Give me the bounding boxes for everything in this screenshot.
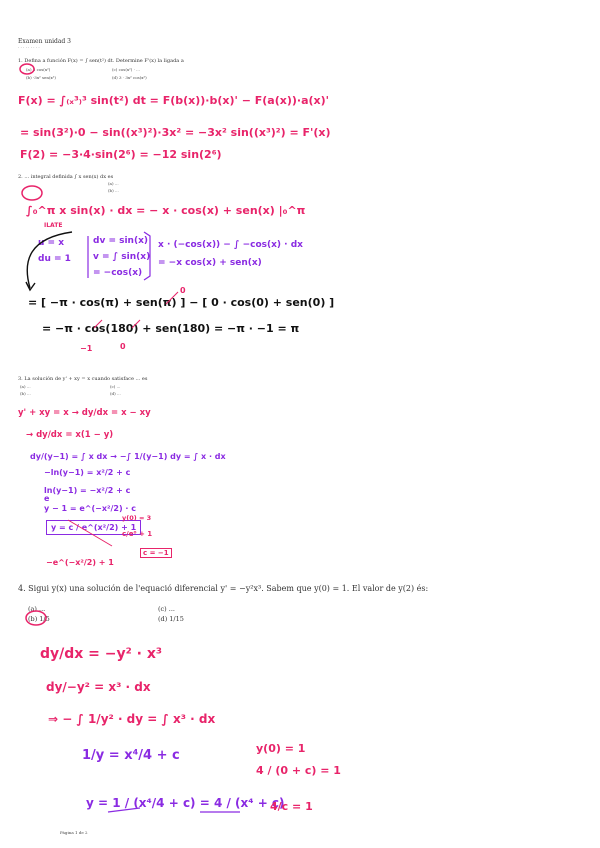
q2-integral: ∫₀^π x sin(x) · dx = − x · cos(x) + sen(x) |₀^π <box>26 204 306 217</box>
q4-option-a: (a) ... <box>28 605 46 613</box>
q4-fraction-bars <box>108 808 240 812</box>
q4-work-l4: 1/y = x⁴/4 + c <box>82 748 180 763</box>
q3-option-b: (b) ... <box>20 391 31 396</box>
q2-parts-right-2: = −x cos(x) + sen(x) <box>158 258 262 268</box>
q3-work-l6: e <box>44 494 50 503</box>
q2-note-zero: 0 <box>120 342 126 351</box>
q2-parts-v: v = ∫ sin(x) <box>93 252 151 262</box>
q4-work-l3: ⇒ − ∫ 1/y² · dy = ∫ x³ · dx <box>48 712 216 726</box>
q1-answer-circle <box>20 64 34 74</box>
q3-option-d: (d) ... <box>110 391 121 396</box>
q2-parts-dv: dv = sin(x) <box>93 236 148 246</box>
q1-work-line1: F(x) = ∫₍ₓ³₎³ sin(t²) dt = F(b(x))·b(x)' − F(a(x))·a(x)' <box>18 94 330 107</box>
q3-work-l11: c = −1 <box>140 548 172 558</box>
q1-option-a: (a) 3 cos(x²) <box>26 67 51 72</box>
q3-work-l12: −e^(−x²/2) + 1 <box>46 558 114 567</box>
q4-side-3: 4/c = 1 <box>270 800 313 813</box>
q2-option-a: (a) ... <box>108 181 119 186</box>
q4-option-d: (d) 1/15 <box>158 615 184 623</box>
q1-option-c: (c) cos(x²) · ... <box>112 67 140 72</box>
q3-work-l2: → dy/dx = x(1 − y) <box>26 430 114 440</box>
q2-answer-circle <box>22 186 42 200</box>
q3-option-a: (a) ... <box>20 384 31 389</box>
q4-statement: 4. Sigui y(x) una solución de l'equació diferencial y' = −y²x³. Sabem que y(0) = 1. El valor de y(2) és: <box>18 584 429 593</box>
q2-flow-arrow <box>26 232 72 290</box>
q3-work-l4: −ln(y−1) = x²/2 + c <box>44 468 131 477</box>
page-footer: Pàgina 1 de 2 <box>60 830 88 835</box>
q3-box-marks <box>68 520 112 546</box>
q4-answer-circle <box>26 611 46 625</box>
q2-brackets <box>88 232 150 280</box>
q4-option-b: (b) 1/5 <box>28 615 50 623</box>
q3-work-l3: dy/(y−1) = ∫ x dx → −∫ 1/(y−1) dy = ∫ x · dx <box>30 452 226 461</box>
q1-option-d: (d) 3 · 3x² cos(x²) <box>112 75 147 80</box>
q2-note-minus1: −1 <box>80 344 93 353</box>
q3-work-l9: y(0) = 3 <box>122 514 152 522</box>
q3-work-l8: y = c / e^(x²/2) + 1 <box>46 520 141 535</box>
q2-note-zero-b: 0 <box>180 286 186 295</box>
q1-work-line2: = sin(3²)·0 − sin((x³)²)·3x² = −3x² sin((x³)²) = F'(x) <box>20 126 331 139</box>
q3-work-l7: y − 1 = e^(−x²/2) · c <box>44 504 136 513</box>
q2-parts-u: u = x <box>38 238 65 248</box>
q3-option-c: (c) ... <box>110 384 121 389</box>
q3-statement: 3. La solución de y' + xy = x cuando satisface ... es <box>18 376 148 382</box>
q2-eval-1: = [ −π · cos(π) + sen(π) ] − [ 0 · cos(0) + sen(0) ] <box>28 296 335 309</box>
q2-parts-v-result: = −cos(x) <box>93 268 143 278</box>
q2-parts-du: du = 1 <box>38 254 71 264</box>
q2-option-b: (b) ... <box>108 188 119 193</box>
q4-side-2: 4 / (0 + c) = 1 <box>256 764 341 777</box>
q1-work-line3: F(2) = −3·4·sin(2⁶) = −12 sin(2⁶) <box>20 148 222 161</box>
q4-side-1: y(0) = 1 <box>256 742 306 755</box>
q1-option-b: (b) -3x² sen(x²) <box>26 75 56 80</box>
q3-work-l1: y' + xy = x → dy/dx = x − xy <box>18 408 151 418</box>
q2-eval-2: = −π · cos(180) + sen(180) = −π · −1 = π <box>42 322 300 335</box>
q4-work-l2: dy/−y² = x³ · dx <box>46 680 151 694</box>
q4-option-c: (c) ... <box>158 605 175 613</box>
q4-work-l1: dy/dx = −y² · x³ <box>40 646 163 662</box>
page-subtitle: · · · · · · · · · <box>18 45 40 50</box>
q2-parts-right-1: x · (−cos(x)) − ∫ −cos(x) · dx <box>158 240 303 250</box>
q1-statement: 1. Defina a función F(x) = ∫ sen(t²) dt. Determine F'(x) la ligada a <box>18 58 184 64</box>
q2-statement: 2. ... integral definida ∫ x sen(x) dx es <box>18 174 114 180</box>
q4-work-l5: y = 1 / (x⁴/4 + c) = 4 / (x⁴ + c) <box>86 796 285 810</box>
q3-work-l10: c/e⁰ + 1 <box>122 530 153 538</box>
q3-work-l5: ln(y−1) = −x²/2 + c <box>44 486 131 495</box>
q2-liate: ILATE <box>44 222 63 229</box>
q2-strike-marks <box>94 292 178 328</box>
page-title: Examen unidad 3 <box>18 38 71 45</box>
